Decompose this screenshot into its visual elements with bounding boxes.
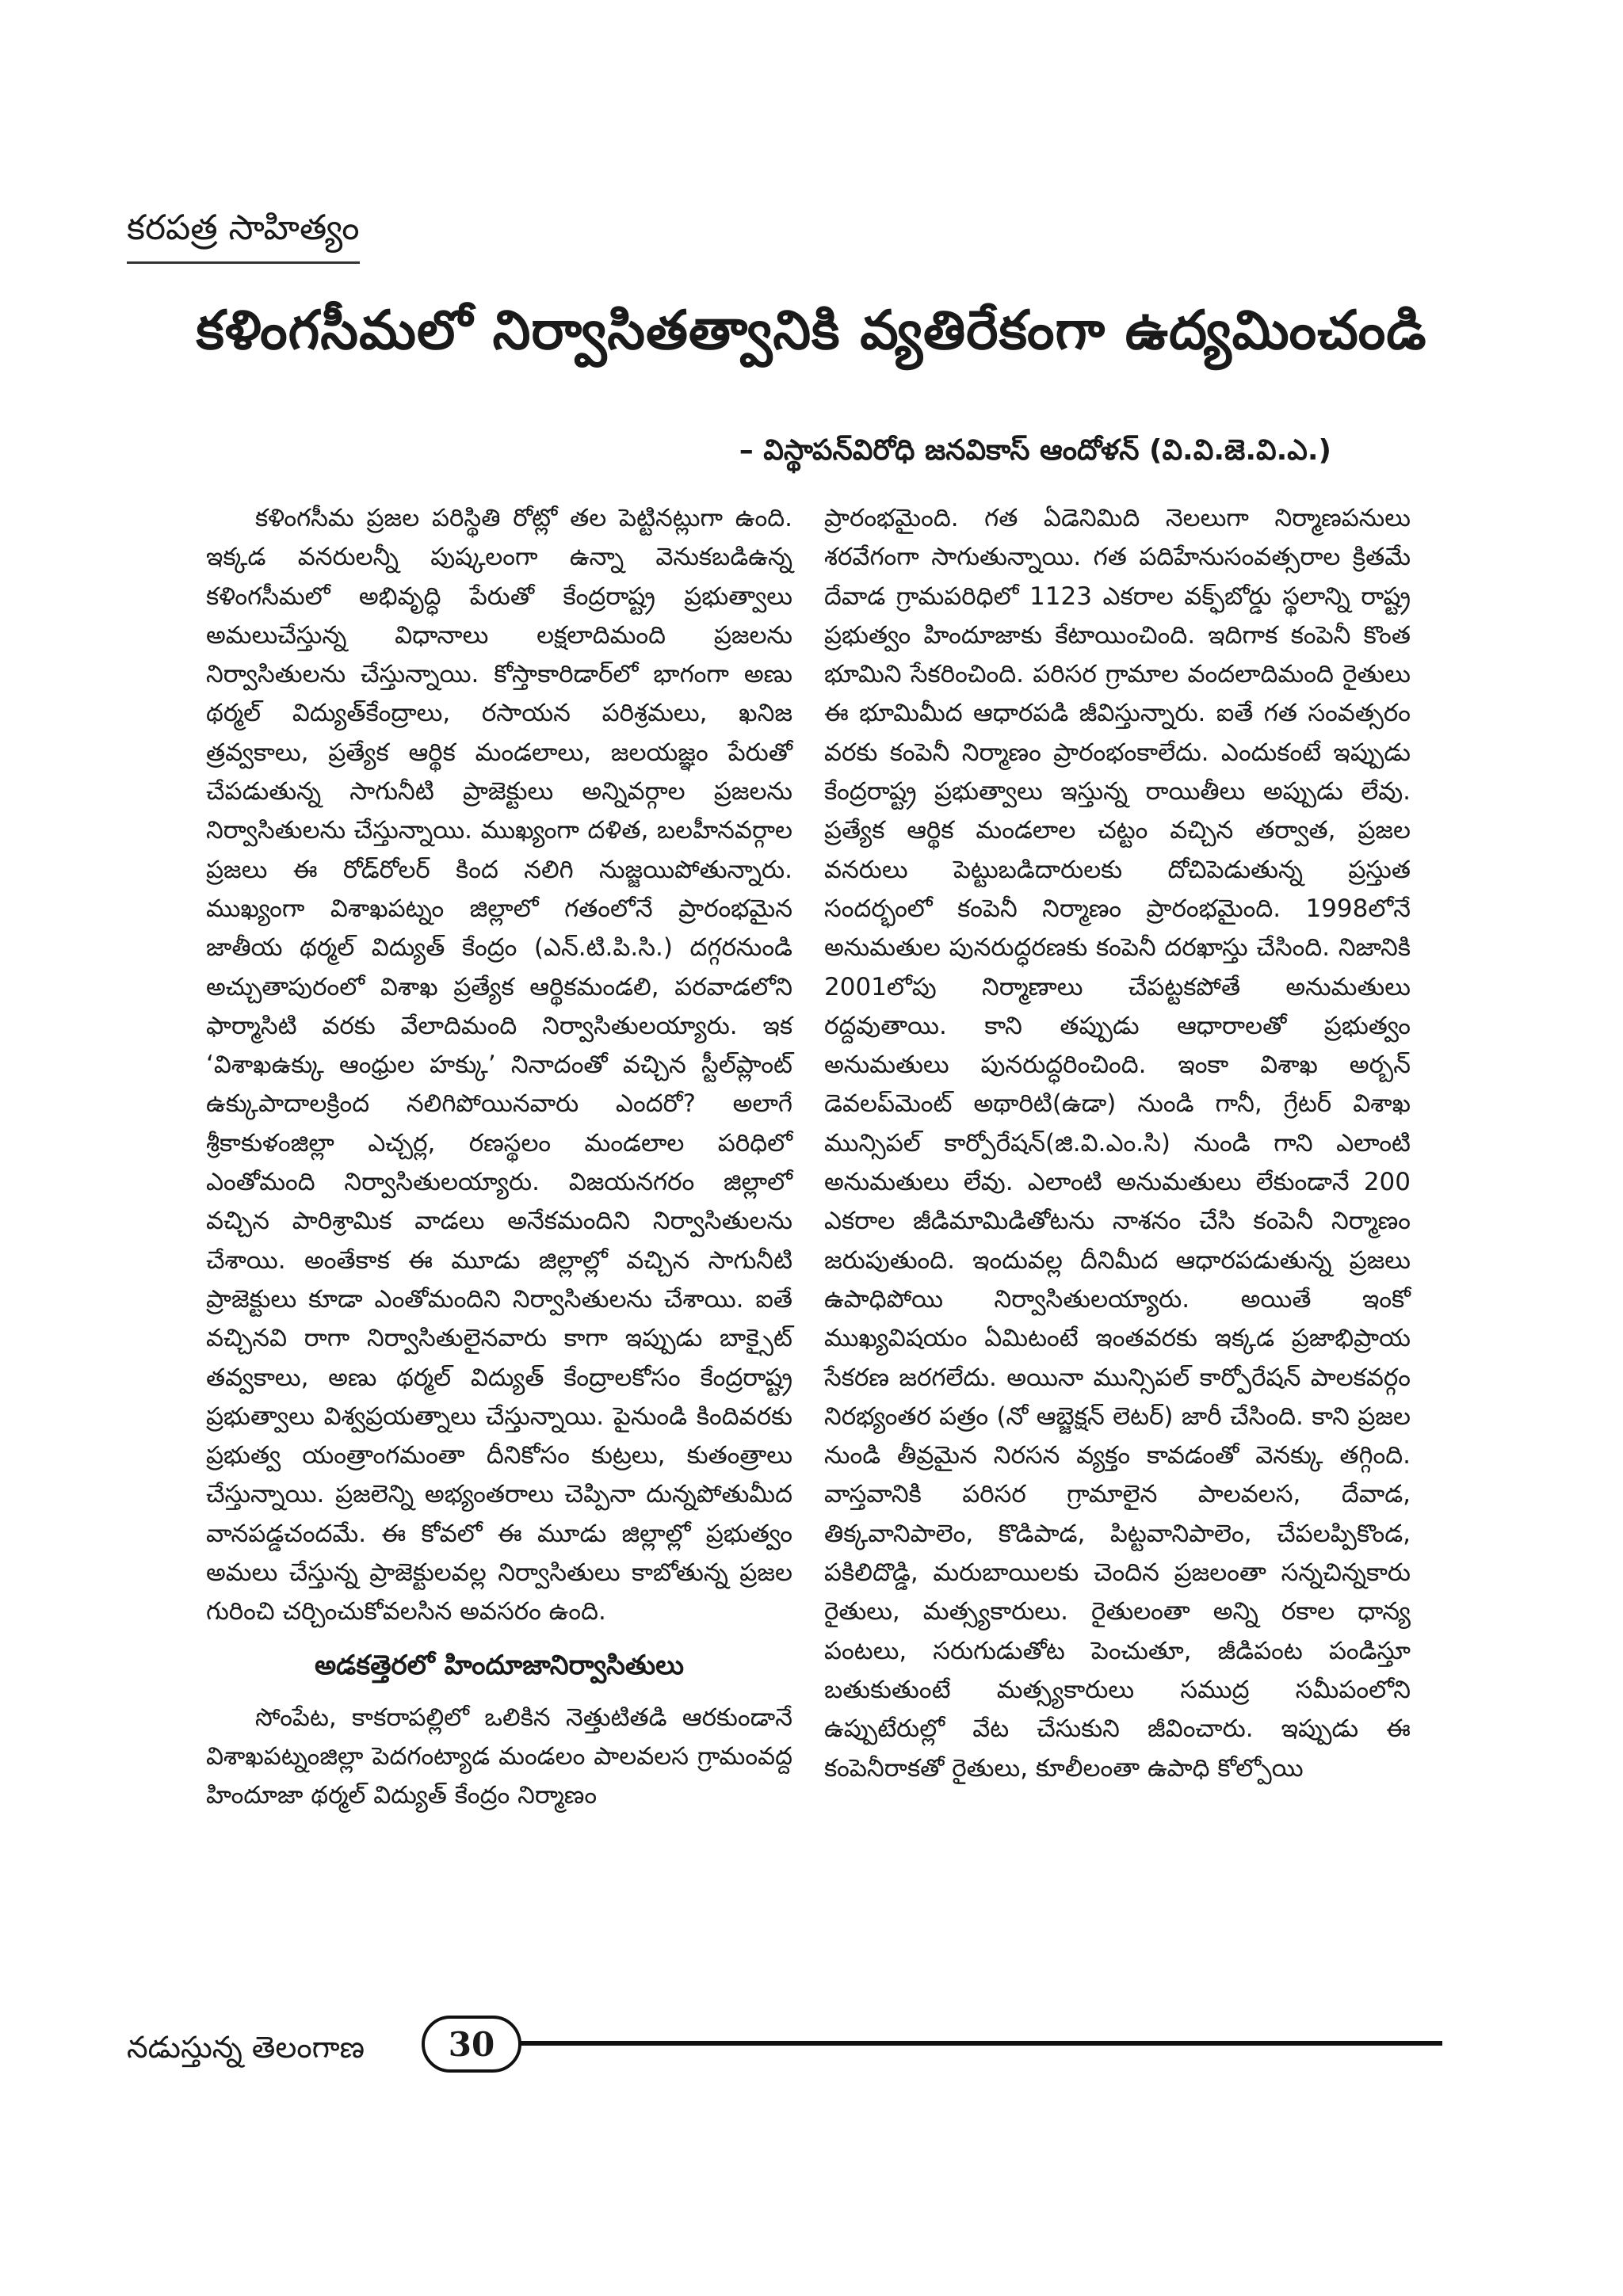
left-paragraph-1: కళింగసీమ ప్రజల పరిస్థితి రోట్లో తల పెట్టినట్లుగా ఉంది. ఇక్కడ వనరులన్నీ పుష్కలంగా ఉన్నా వెనుకబడిఉన్న కళింగసీమలో అభివృద్ధి పేరుతో కేంద్రరాష్ట్ర ప్రభుత్వాలు అమలుచేస్తున్న విధానాలు లక్షలాదిమంది ప్రజలను నిర్వాసితులను చేస్తున్నాయి. కోస్తాకారిడార్‌లో భాగంగా అణు థర్మల్ విద్యుత్‌కేంద్రాలు, రసాయన పరిశ్రమలు, ఖనిజ త్రవ్వకాలు, ప్రత్యేక ఆర్థిక మండలాలు, జలయజ్ఞం పేరుతో చేపడుతున్న సాగునీటి ప్రాజెక్టులు అన్నివర్గాల ప్రజలను నిర్వాసితులను చేస్తున్నాయి. ముఖ్యంగా దళిత, బలహీనవర్గాల ప్రజలు ఈ రోడ్‌రోలర్ కింద నలిగి నుజ్జయిపోతున్నారు. ముఖ్యంగా విశాఖపట్నం జిల్లాలో గతంలోనే ప్రారంభమైన జాతీయ థర్మల్ విద్యుత్ కేంద్రం (ఎన్.టి.పి.సి.) దగ్గరనుండి అచ్చుతాపురంలో విశాఖ ప్రత్యేక ఆర్థికమండలి, పరవాడలోని ఫార్మాసిటి వరకు వేలాదిమంది నిర్వాసితులయ్యారు. ఇక ‘విశాఖఉక్కు ఆంధ్రుల హక్కు’ నినాదంతో వచ్చిన స్టీల్‌ప్లాంట్ ఉక్కుపాదాలక్రింద నలిగిపోయినవారు ఎందరో? అలాగే శ్రీకాకుళంజిల్లా ఎచ్చర్ల, రణస్థలం మండలాల పరిధిలో ఎంతోమంది నిర్వాసితులయ్యారు. విజయనగరం జిల్లాలో వచ్చిన పారిశ్రామిక వాడలు అనేకమందిని నిర్వాసితులను చేశాయి. అంతేకాక ఈ మూడు జిల్లాల్లో వచ్చిన సాగునీటి ప్రాజెక్టులు కూడా ఎంతోమందిని నిర్వాసితులను చేశాయి. ఐతే వచ్చినవి రాగా నిర్వాసితులైనవారు కాగా ఇప్పుడు బాక్సైట్ తవ్వకాలు, అణు థర్మల్ విద్యుత్ కేంద్రాలకోసం కేంద్రరాష్ట్ర ప్రభుత్వాలు విశ్వప్రయత్నాలు చేస్తున్నాయి. పైనుండి కిందివరకు ప్రభుత్వ యంత్రాంగమంతా దీనికోసం కుట్రలు, కుతంత్రాలు చేస్తున్నాయి. ప్రజలెన్ని అభ్యంతరాలు చెప్పినా దున్నపోతుమీద వానపడ్డచందమే. ఈ కోవలో ఈ మూడు జిల్లాల్లో ప్రభుత్వం అమలు చేస్తున్న ప్రాజెక్టులవల్ల నిర్వాసితులు కాబోతున్న ప్రజల గురించి చర్చించుకోవలసిన అవసరం ఉంది. [206,504,792,1627]
left-paragraph-2: సోంపేట, కాకరాపల్లిలో ఒలికిన నెత్తుటితడి ఆరకుండానే విశాఖపట్నంజిల్లా పెదగంట్యాడ మండలం పాలవలస గ్రామంవద్ద హిందూజా థర్మల్ విద్యుత్ కేంద్రం నిర్మాణం [206,1703,792,1810]
right-paragraph-1: ప్రారంభమైంది. గత ఏడెనిమిది నెలలుగా నిర్మాణపనులు శరవేగంగా సాగుతున్నాయి. గత పదిహేనుసంవత్సరాల క్రితమే దేవాడ గ్రామపరిధిలో 1123 ఎకరాల వక్ఫ్‌బోర్డు స్థలాన్ని రాష్ట్ర ప్రభుత్వం హిందూజాకు కేటాయించింది. ఇదిగాక కంపెనీ కొంత భూమిని సేకరించింది. పరిసర గ్రామాల వందలాదిమంది రైతులు ఈ భూమిమీద ఆధారపడి జీవిస్తున్నారు. ఐతే గత సంవత్సరం వరకు కంపెనీ నిర్మాణం ప్రారంభంకాలేదు. ఎందుకంటే ఇప్పుడు కేంద్రరాష్ట్ర ప్రభుత్వాలు ఇస్తున్న రాయితీలు అప్పుడు లేవు. ప్రత్యేక ఆర్థిక మండలాల చట్టం వచ్చిన తర్వాత, ప్రజల వనరులు పెట్టుబడిదారులకు దోచిపెడుతున్న ప్రస్తుత సందర్భంలో కంపెనీ నిర్మాణం ప్రారంభమైంది. 1998లోనే అనుమతుల పునరుద్ధరణకు కంపెనీ దరఖాస్తు చేసింది. నిజానికి 2001లోపు నిర్మాణాలు చేపట్టకపోతే అనుమతులు రద్దవుతాయి. కాని తప్పుడు ఆధారాలతో ప్రభుత్వం అనుమతులు పునరుద్ధరించింది. ఇంకా విశాఖ అర్బన్ డెవలప్‌మెంట్ అథారిటి(ఉడా) నుండి గానీ, గ్రేటర్ విశాఖ మున్సిపల్ కార్పోరేషన్(జి.వి.ఎం.సి) నుండి గాని ఎలాంటి అనుమతులు లేవు. ఎలాంటి అనుమతులు లేకుండానే 200 ఎకరాల జీడిమామిడితోటను నాశనం చేసి కంపెనీ నిర్మాణం జరుపుతుంది. ఇందువల్ల దీనిమీద ఆధారపడుతున్న ప్రజలు ఉపాధిపోయి నిర్వాసితులయ్యారు. అయితే ఇంకో ముఖ్యవిషయం ఏమిటంటే ఇంతవరకు ఇక్కడ ప్రజాభిప్రాయ సేకరణ జరగలేదు. అయినా మున్సిపల్ కార్పోరేషన్ పాలకవర్గం నిరభ్యంతర పత్రం (నో ఆబ్జెక్షన్ లెటర్) జారీ చేసింది. కాని ప్రజల నుండి తీవ్రమైన నిరసన వ్యక్తం కావడంతో వెనక్కు తగ్గింది. వాస్తవానికి పరిసర గ్రామాలైన పాలవలస, దేవాడ, తిక్కవానిపాలెం, కొడిపాడ, పిట్టవానిపాలెం, చేపలప్పికొండ, పకిలిదొడ్డి, మరుబాయిలకు చెందిన ప్రజలంతా సన్నచిన్నకారు రైతులు, మత్స్యకారులు. రైతులంతా అన్ని రకాల ధాన్య పంటలు, సరుగుడుతోట పెంచుతూ, జీడిపంట పండిస్తూ బతుకుతుంటే మత్స్యకారులు సముద్ర సమీపంలోని ఉప్పుటేరుల్లో వేట చేసుకుని జీవించారు. ఇప్పుడు ఈ కంపెనీరాకతో రైతులు, కూలీలంతా ఉపాధి కోల్పోయి [824,504,1411,1783]
article-byline: – విస్థాపన్‌విరోధి జనవికాస్ ఆందోళన్ (వి.వి.జె.వి.ఎ.) [739,434,1331,467]
left-column [206,499,792,1816]
subheading: అడకత్తెరలో హిందూజానిర్వాసితులు [314,1649,684,1681]
section-label: కరపత్ర సాహిత్యం [127,208,360,264]
right-column [824,499,1411,1788]
publication-name: నడుస్తున్న తెలంగాణ [127,2030,365,2065]
page-number: 30 [422,2016,521,2073]
footer-rule [515,2041,1442,2046]
article-title: కళింగసీమలో నిర్వాసితత్వానికి వ్యతిరేకంగా ఉద్యమించండి [196,299,1427,362]
